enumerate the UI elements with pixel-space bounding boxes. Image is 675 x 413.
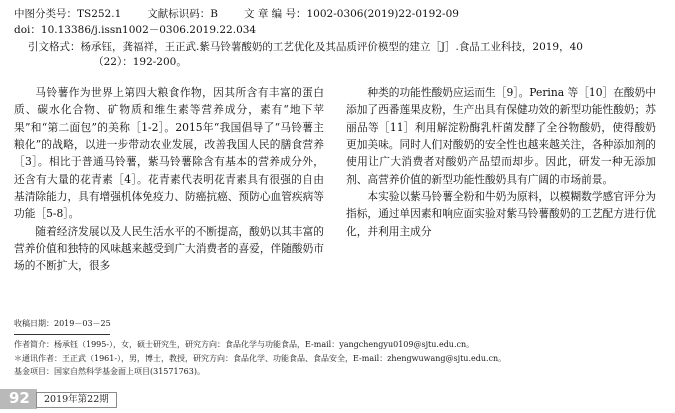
classification-value: TS252.1 (77, 8, 122, 20)
paragraph: 本实验以紫马铃薯全粉和牛奶为原料，以模糊数学感官评分为指标，通过单因素和响应面实验对紫马铃薯酸奶的工艺配方进行优化，并利用主成分 (346, 190, 656, 238)
received-date: 收稿日期：2019－03－25 (14, 319, 111, 328)
column-left (14, 84, 324, 275)
body-columns (14, 84, 661, 275)
citation-label: 引文格式： (28, 40, 81, 53)
citation-line-1: 杨承钰，龚福祥，王正武.紫马铃薯酸奶的工艺优化及其品质评价模型的建立［J］.食品工业科技，2019，40 (80, 40, 583, 53)
paragraph: 马铃薯作为世界上第四大粮食作物，因其所含有丰富的蛋白质、碳水化合物、矿物质和维生素等营养成分，素有“地下苹果”和“第二面包”的美称［1-2］。2015年“我国倡导了“马铃薯主粮化”的战略，以进一步带动农业发展，改善我国人民的膳食营养［3］。相比于普通马铃薯，紫马铃薯除含有基本的营养成分外，还含有大量的花青素［4］。花青素代表明花青素具有很强的自由基清除能力，具有增强机体免疫力、防癌抗癌、预防心血管疾病等功能［5-8］。 (14, 86, 324, 221)
classification-label-text: 中图分类号： (14, 8, 77, 20)
footnotes (14, 317, 507, 379)
doc-code-label: 文献标识码： (147, 8, 211, 20)
paragraph: 种类的功能性酸奶应运而生［9］。Perina 等［10］在酸奶中添加了西番莲果皮粉，生产出具有保健功效的新型功能性酸奶；苏丽品等［11］利用解淀粉酶乳杆菌发酵了全谷物酸奶，使得酸奶更加美味。同时人们对酸奶的安全性也越来越关注，各种添加剂的使用让广大消费者对酸奶产品望而却步。因此，研发一种无添加剂、高营养价值的新型功能性酸奶具有广阔的市场前景。 (346, 86, 656, 186)
column-right (346, 84, 656, 275)
footnote-divider (14, 334, 110, 335)
page-number: 92 (0, 389, 37, 409)
author-bio: 作者简介：杨承钰（1995-），女，硕士研究生，研究方向：食品化学与功能食品，E-mail：yangchengyu0109@sjtu.edu.cn。 (14, 339, 475, 349)
article-meta (14, 6, 661, 71)
meta-row-identifiers (14, 6, 661, 22)
article-id-label: 文 章 编 号： (243, 8, 307, 20)
classification-label (14, 6, 121, 22)
issue-info (36, 392, 117, 408)
citation-body (81, 40, 662, 72)
doi-line: doi：10.13386/j.issn1002－0306.2019.22.034 (14, 24, 257, 37)
corresponding-author: ＊通讯作者：王正武（1961-），男，博士，教授，研究方向：食品化学、功能食品、食品安全，E-mail：zhengwuwang@sjtu.edu.cn。 (14, 353, 507, 363)
citation-block (14, 40, 661, 72)
paragraph: 随着经济发展以及人民生活水平的不断提高，酸奶以其丰富的营养价值和独特的风味越来越受到广大消费者的喜爱，伴随酸奶市场的不断扩大，很多 (14, 224, 324, 273)
article-id-value: 1002-0306(2019)22-0192-09 (306, 8, 459, 20)
doc-code-value: B (210, 8, 218, 20)
issue-label: 2019年第22期 (36, 392, 117, 408)
fund-project: 基金项目：国家自然科学基金面上项目(31571763)。 (14, 367, 205, 377)
article-id (244, 6, 459, 22)
citation-line-2: （22）：192-200。 (93, 56, 187, 69)
page-footer (0, 387, 675, 413)
doc-code (147, 6, 218, 22)
